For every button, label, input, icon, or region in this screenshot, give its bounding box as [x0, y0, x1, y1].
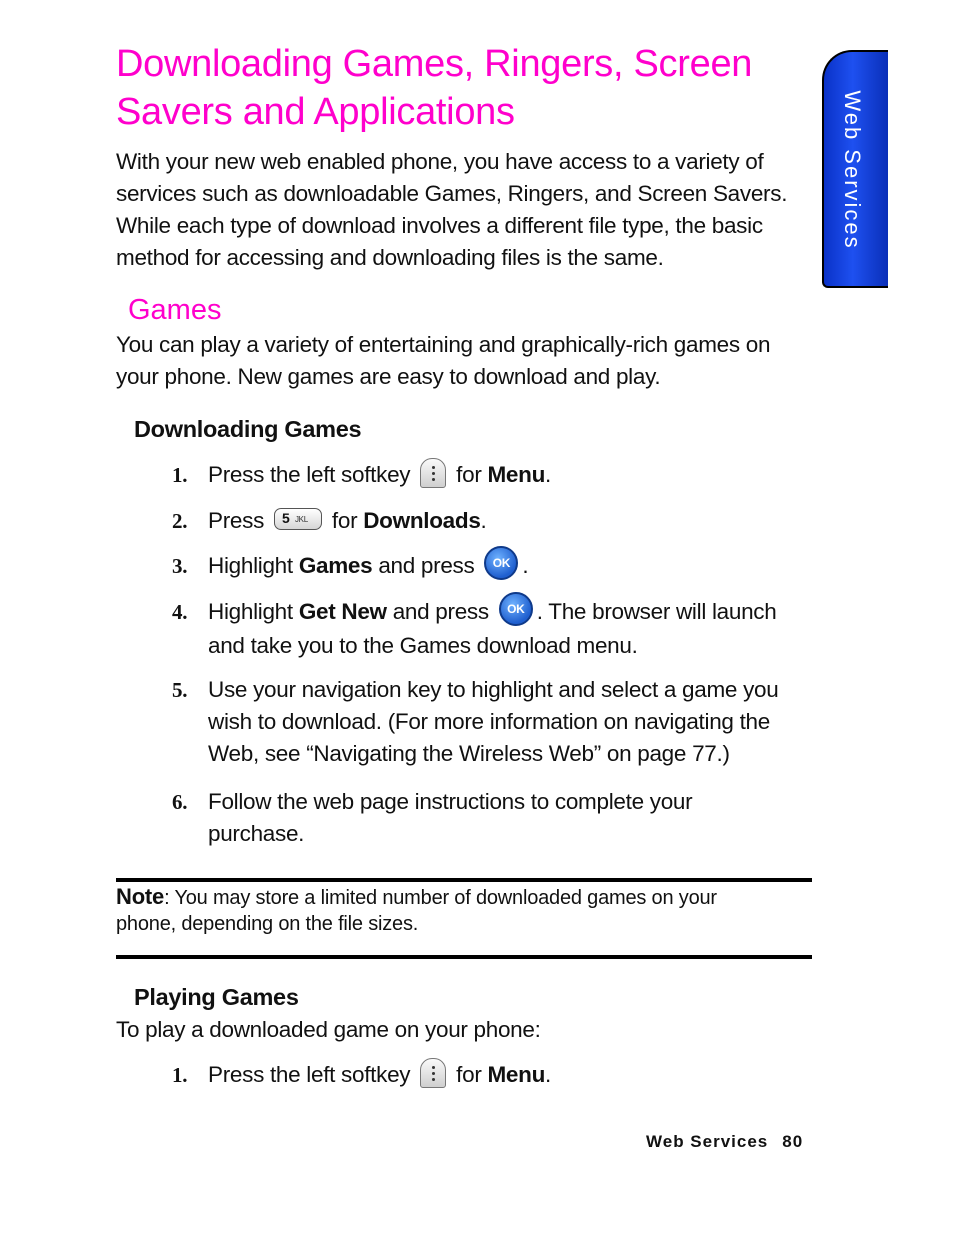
footer-section: Web Services: [646, 1132, 769, 1151]
note-top-rule: [116, 878, 812, 882]
intro-line: services such as downloadable Games, Ringers, and Screen Savers.: [116, 181, 788, 206]
playing-games-heading: Playing Games: [134, 984, 299, 1010]
intro-line: method for accessing and downloading files is the same.: [116, 245, 664, 270]
step-text: Press the left softkey: [208, 462, 411, 487]
five-key-icon: [274, 508, 322, 530]
step-text: for: [456, 462, 482, 487]
step-text: for: [331, 508, 358, 533]
five-key-number: 5: [281, 510, 290, 527]
step-text: Web, see “Navigating the Wireless Web” on page 77.): [208, 741, 730, 766]
games-line: your phone. New games are easy to download and play.: [116, 364, 661, 389]
step-text: for: [456, 1062, 482, 1087]
get-new-label: Get New: [298, 599, 387, 624]
section-tab-label: Web Services: [840, 90, 865, 250]
step-number: 4.: [172, 600, 188, 624]
step-text: and take you to the Games download menu.: [208, 633, 638, 659]
playing-intro-text: To play a downloaded game on your phone:: [116, 1017, 541, 1042]
left-softkey-icon: [420, 1058, 446, 1088]
left-softkey-icon: [420, 458, 446, 488]
step-text: .: [522, 553, 529, 578]
ok-key-icon: OK: [484, 546, 518, 580]
note-text: phone, depending on the file sizes.: [116, 913, 419, 935]
step-text: Highlight: [208, 553, 293, 578]
step-text: Press the left softkey: [208, 1062, 411, 1087]
step-text: Follow the web page instructions to complete your: [208, 789, 693, 814]
page-title: [116, 40, 806, 136]
step-text: and press: [378, 553, 475, 578]
step-text: .: [545, 462, 551, 487]
five-key-letters: JKL: [294, 515, 308, 525]
note-text: : You may store a limited number of downloaded games on your: [164, 887, 717, 909]
note-bottom-rule: [116, 955, 812, 959]
games-line: You can play a variety of entertaining and graphically-rich games on: [116, 332, 771, 357]
step-number: 1.: [172, 1063, 188, 1087]
step-text: .: [545, 1062, 551, 1087]
games-paragraph: [116, 329, 816, 393]
downloading-games-heading: Downloading Games: [134, 416, 362, 442]
games-heading: Games: [128, 294, 222, 326]
note-label: Note: [116, 884, 165, 909]
step-text: purchase.: [208, 821, 305, 846]
page-title-line-1: Downloading Games, Ringers, Screen: [116, 43, 753, 85]
downloads-label: Downloads: [363, 508, 481, 533]
playing-intro: [116, 1014, 816, 1046]
step-number: 3.: [172, 554, 188, 578]
step-number: 1.: [172, 463, 188, 487]
step-number: 2.: [172, 509, 188, 533]
menu-label: Menu: [487, 462, 546, 487]
intro-line: While each type of download involves a different file type, the basic: [116, 213, 763, 238]
intro-line: With your new web enabled phone, you have access to a variety of: [116, 149, 764, 174]
page-footer: [646, 1132, 803, 1152]
ok-key-icon: OK: [499, 592, 533, 626]
step-text: wish to download. (For more information on navigating the: [208, 709, 770, 734]
step-text: Use your navigation key to highlight and select a game you: [208, 677, 779, 702]
step-text: . The browser will launch: [536, 599, 777, 624]
step-text: .: [480, 508, 487, 533]
note-box: [116, 884, 816, 937]
intro-paragraph: [116, 146, 816, 274]
games-label: Games: [298, 553, 373, 578]
page-title-line-2: Savers and Applications: [116, 91, 515, 133]
step-text: and press: [392, 599, 489, 624]
step-number: 6.: [172, 790, 188, 814]
step-text: Press: [208, 508, 265, 533]
step-text: Highlight: [208, 599, 293, 624]
step-number: 5.: [172, 678, 188, 702]
menu-label: Menu: [487, 1062, 546, 1087]
page-number: 80: [782, 1132, 804, 1151]
